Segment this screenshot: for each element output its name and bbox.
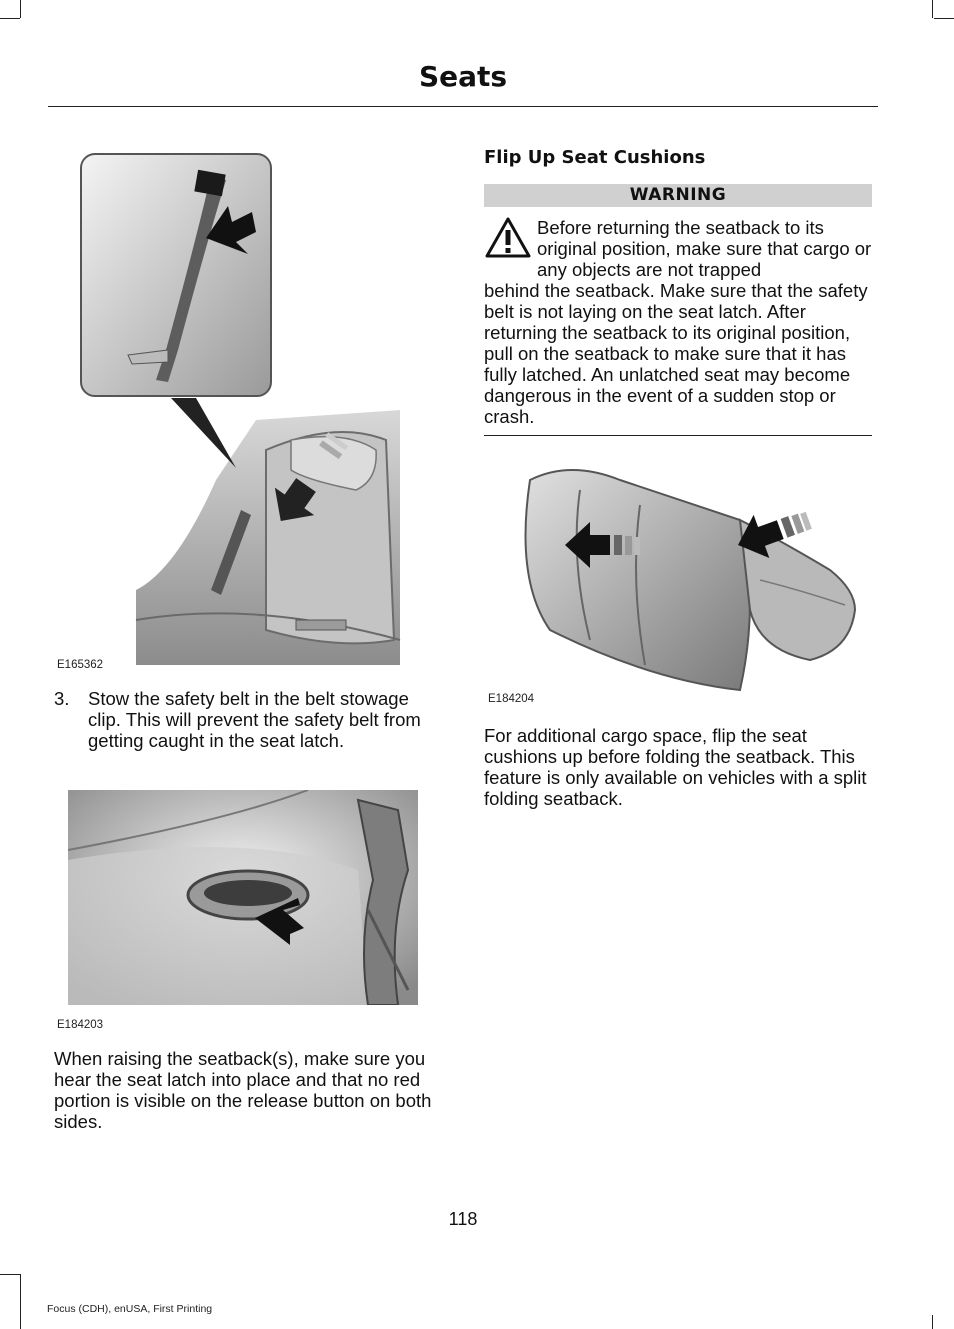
seat-latch-illustration <box>68 790 418 1005</box>
title-rule <box>48 106 878 107</box>
warning-text: behind the seatback. Make sure that the safety belt is not laying on the seat latch. After returning the seatback to its original position, pull on the seatback to make sure that it has fully latched. An unlatched seat may become dangerous in the event of a sudden stop or crash. <box>484 280 868 427</box>
warning-banner: WARNING <box>484 184 872 207</box>
crop-mark-bottom-right <box>932 1315 933 1329</box>
warning-end-rule <box>484 435 872 436</box>
step-number: 3. <box>54 688 70 709</box>
page-title: Seats <box>418 60 508 93</box>
page-number: 118 <box>448 1209 478 1229</box>
crop-mark-top-left <box>20 0 21 18</box>
figure-id-e184204: E184204 <box>488 693 535 705</box>
step-text: Stow the safety belt in the belt stowage clip. This will prevent the safety belt from getting caught in the seat latch. <box>88 688 421 751</box>
warning-text-indented: Before returning the seatback to its original position, make sure that cargo or any objects are not trapped <box>537 217 872 280</box>
crop-mark-top-left <box>0 18 20 19</box>
crop-mark-bottom-left <box>20 1274 21 1329</box>
crop-mark-top-right <box>932 0 933 18</box>
warning-icon <box>484 216 532 260</box>
seatbelt-stowage-illustration <box>56 150 406 665</box>
seatback-raise-paragraph: When raising the seatback(s), make sure you hear the seat latch into place and that no red portion is visible on the release button on both sides. <box>54 1048 432 1132</box>
figure-id-e165362: E165362 <box>57 659 104 671</box>
flip-up-seat-cushion-illustration <box>510 460 865 695</box>
print-info: Focus (CDH), enUSA, First Printing <box>47 1303 213 1315</box>
section-heading: Flip Up Seat Cushions <box>484 147 706 168</box>
crop-mark-bottom-left <box>0 1274 20 1275</box>
cargo-space-paragraph: For additional cargo space, flip the seat cushions up before folding the seatback. This feature is only available on vehicles with a split folding seatback. <box>484 725 867 809</box>
crop-mark-top-right <box>934 18 954 19</box>
figure-id-e184203: E184203 <box>57 1019 104 1031</box>
